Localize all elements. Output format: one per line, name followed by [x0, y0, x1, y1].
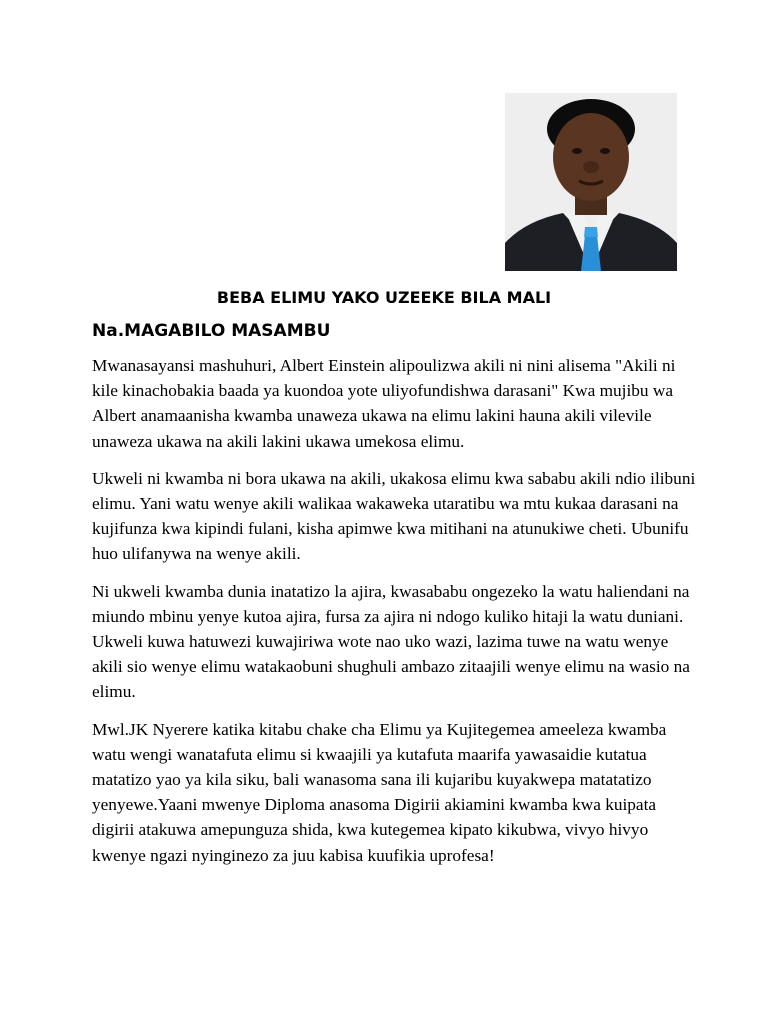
- paragraph-1: Mwanasayansi mashuhuri, Albert Einstein alipoulizwa akili ni nini alisema "Akili ni kile kinachobakia baada ya kuondoa yote uliyofundishwa darasani" Kwa mujibu wa Albert anamaanisha kwamba unaweza ukawa na elimu lakini hauna akili vilevile unaweza ukawa na akili lakini ukawa umekosa elimu.: [92, 356, 676, 451]
- author-byline: Na.MAGABILO MASAMBU: [92, 321, 331, 341]
- article-title: BEBA ELIMU YAKO UZEEKE BILA MALI: [216, 288, 552, 307]
- paragraph-4: Mwl.JK Nyerere katika kitabu chake cha Elimu ya Kujitegemea ameeleza kwamba watu wengi wanatafuta elimu si kwaajili ya kutafuta maarifa yawasaidie kutatua matatizo yao ya kila siku, bali wanasoma sana ili kujaribu kuyakwepa matatatizo yenyewe.Yaani mwenye Diploma anasoma Digirii akiamini kwamba kwa kuipata digirii atakuwa amepunguza shida, kwa kutegemea kipato kikubwa, vivyo hivyo kwenye ngazi nyinginezo za juu kabisa kuufikia uprofesa!: [92, 719, 667, 865]
- paragraph-2: Ukweli ni kwamba ni bora ukawa na akili, ukakosa elimu kwa sababu akili ndio ilibuni elimu. Yani watu wenye akili walikaa wakaweka utaratibu wa mtu kukaa darasani na kujifunza kwa kipindi fulani, kisha apimwe kwa mitihani na atunukiwe cheti. Ubunifu huo ulifanywa na wenye akili.: [92, 468, 696, 564]
- article-body: [92, 353, 698, 880]
- paragraph-3: Ni ukweli kwamba dunia inatatizo la ajira, kwasababu ongezeko la watu haliendani na miundo mbinu yenye kutoa ajira, fursa za ajira ni ndogo kuliko hitaji la watu duniani. Ukweli kuwa hatuwezi kuwajiriwa wote nao uko wazi, lazima tuwe na watu wenye akili sio wenye elimu watakaobuni shughuli ambazo zitaajili wenye elimu na wasio na elimu.: [92, 581, 690, 702]
- author-photo: [505, 93, 677, 271]
- author-portrait-icon: [505, 93, 677, 271]
